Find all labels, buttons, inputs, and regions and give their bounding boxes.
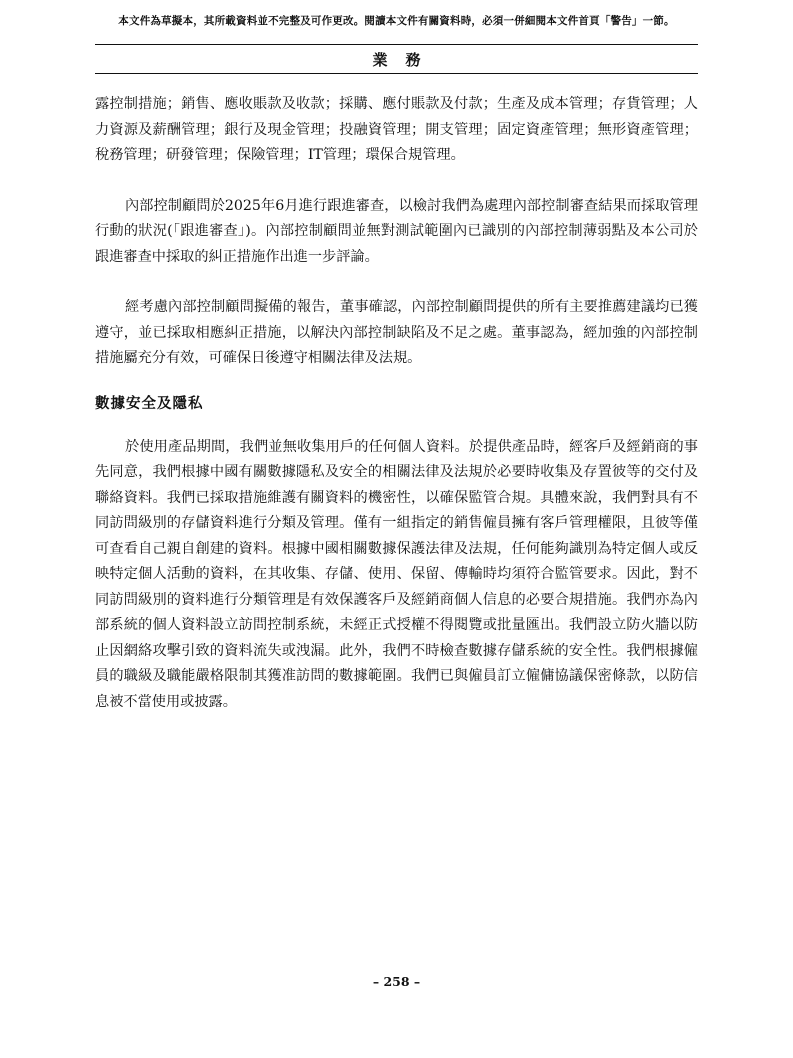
- paragraph-internal-control-areas: 露控制措施；銷售、應收賬款及收款；採購、應付賬款及付款；生產及成本管理；存貨管理；人力資源及薪酬管理；銀行及現金管理；投融資管理；開支管理；固定資產管理；無形資產管理；稅務管理；研發管理；保險管理；IT管理；環保合規管理。: [95, 96, 698, 163]
- section-title: 業務: [372, 51, 439, 69]
- page-content: [95, 92, 698, 715]
- heading-data-security-privacy: 數據安全及隱私: [95, 394, 204, 412]
- paragraph-directors-confirmation: 經考慮內部控制顧問擬備的報告，董事確認，內部控制顧問提供的所有主要推薦建議均已獲遵守，並已採取相應糾正措施，以解決內部控制缺陷及不足之處。董事認為，經加強的內部控制措施屬充分有效，可確保日後遵守相關法律及法規。: [95, 299, 698, 366]
- paragraph-follow-up-review: 內部控制顧問於2025年6月進行跟進審查，以檢討我們為處理內部控制審查結果而採取管理行動的狀況(「跟進審查」)。內部控制顧問並無對測試範圍內已識別的內部控制薄弱點及本公司於跟進審查中採取的糾正措施作出進一步評論。: [95, 197, 698, 265]
- draft-disclaimer: 本文件為草擬本，其所載資料並不完整及可作更改。閱讀本文件有關資料時，必須一併細閱本文件首頁「警告」一節。: [118, 15, 675, 27]
- page-number: – 258 –: [372, 974, 421, 989]
- paragraph-data-security: 於使用產品期間，我們並無收集用戶的任何個人資料。於提供產品時，經客戶及經銷商的事先同意，我們根據中國有關數據隱私及安全的相關法律及法規於必要時收集及存置彼等的交付及聯絡資料。我們已採取措施維護有關資料的機密性，以確保監管合規。具體來說，我們對具有不同訪問級別的存儲資料進行分類及管理。僅有一組指定的銷售僱員擁有客戶管理權限，且彼等僅可查看自己親自創建的資料。根據中國相關數據保護法律及法規，任何能夠識別為特定個人或反映特定個人活動的資料，在其收集、存儲、使用、保留、傳輸時均須符合監管要求。因此，對不同訪問級別的資料進行分類管理是有效保護客戶及經銷商個人信息的必要合規措施。我們亦為內部系統的個人資料設立訪問控制系統，未經正式授權不得閱覽或批量匯出。我們設立防火牆以防止因網絡攻擊引致的資料流失或洩漏。此外，我們不時檢查數據存儲系統的安全性。我們根據僱員的職級及職能嚴格限制其獲准訪問的數據範圍。我們已與僱員訂立僱傭協議保密條款，以防信息被不當使用或披露。: [95, 438, 698, 710]
- header-bottom-rule: [95, 73, 698, 74]
- header-top-rule: [95, 44, 698, 45]
